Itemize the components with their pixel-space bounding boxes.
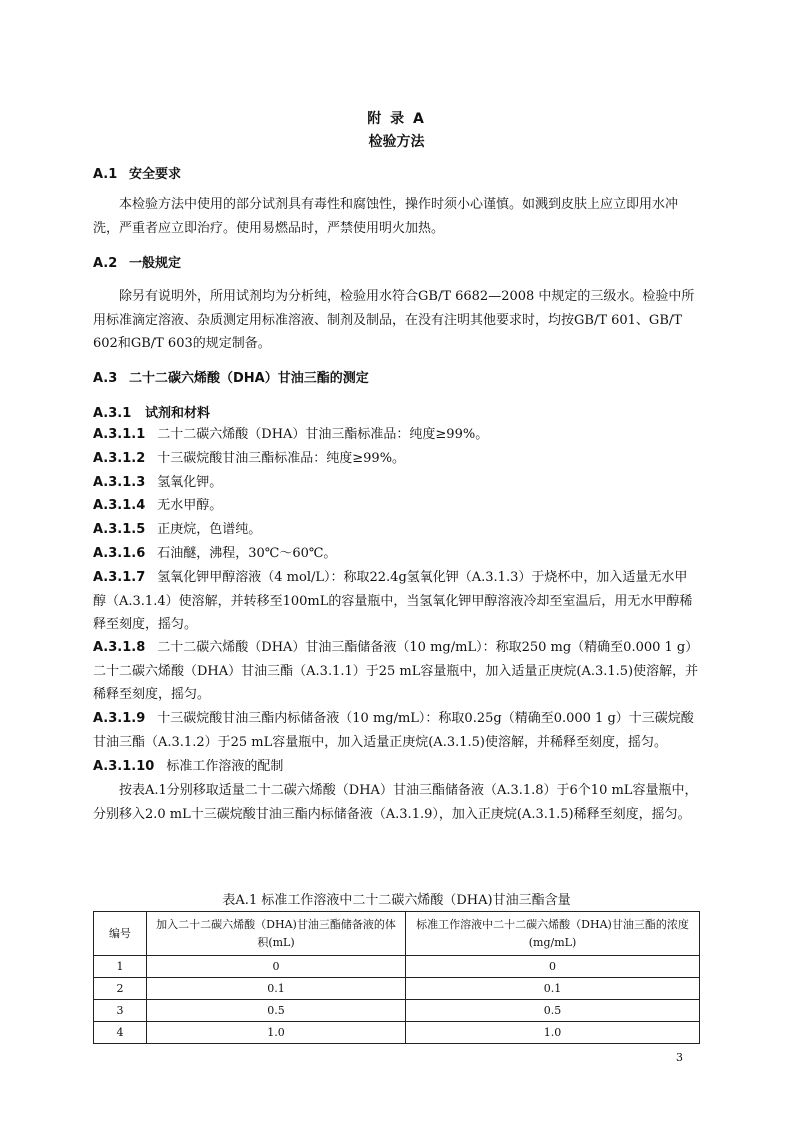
item-text: 十三碳烷酸甘油三酯内标储备液（10 mg/mL）：称取0.25g（精确至0.000 1 g）十三碳烷酸甘油三酯（A.3.1.2）于25 mL容量瓶中，加入适量正庚烷(A.3.1.5)使溶解，并稀释至刻度，摇匀。: [93, 711, 694, 750]
item-text: 氢氧化钾甲醇溶液（4 mol/L）：称取22.4g氢氧化钾（A.3.1.3）于烧杯中，加入适量无水甲醇（A.3.1.4）使溶解，并转移至100mL的容量瓶中，当氢氧化钾甲醇溶液冷却至室温后，用无水甲醇稀释至刻度，摇匀。: [93, 570, 693, 632]
section-number: A.1: [93, 167, 118, 182]
item-text: 十三碳烷酸甘油三酯标准品：纯度≥99%。: [157, 451, 406, 466]
table-row: [94, 956, 700, 978]
column-header: 标准工作溶液中二十二碳六烯酸（DHA)甘油三酯的浓度(mg/mL): [406, 912, 700, 956]
item-number: A.3.1.9: [93, 711, 146, 726]
table-cell: 1: [94, 956, 147, 978]
item-text: 氢氧化钾。: [157, 475, 223, 490]
column-header: 编号: [94, 912, 147, 956]
section-title: 试剂和材料: [145, 406, 211, 421]
list-item: [93, 542, 700, 566]
table-cell: 1.0: [406, 1022, 700, 1044]
item-number: A.3.1.1: [93, 427, 146, 442]
item-text: 标准工作溶液的配制: [166, 759, 284, 774]
paragraph-safety: 本检验方法中使用的部分试剂具有毒性和腐蚀性，操作时须小心谨慎。如溅到皮肤上应立即用水冲洗，严重者应立即治疗。使用易燃品时，严禁使用明火加热。: [93, 197, 679, 236]
column-header: 加入二十二碳六烯酸（DHA)甘油三酯储备液的体积(mL): [147, 912, 406, 956]
list-item: [93, 636, 700, 707]
table-row: [94, 978, 700, 1000]
table-cell: 0: [147, 956, 406, 978]
section-title: 一般规定: [129, 256, 182, 271]
item-number: A.3.1.7: [93, 570, 146, 585]
list-item: [93, 707, 700, 754]
item-number: A.3.1.6: [93, 546, 146, 561]
section-heading-a3: [93, 367, 369, 386]
section-heading-a31: [93, 402, 210, 421]
item-number: A.3.1.10: [93, 759, 155, 774]
table-row: [94, 1022, 700, 1044]
section-number: A.2: [93, 256, 118, 271]
table-caption: 表A.1 标准工作溶液中二十二碳六烯酸（DHA)甘油三酯含量: [222, 893, 571, 908]
item-number: A.3.1.5: [93, 522, 146, 537]
item-text: 二十二碳六烯酸（DHA）甘油三酯标准品：纯度≥99%。: [157, 427, 489, 442]
item-text: 二十二碳六烯酸（DHA）甘油三酯储备液（10 mg/mL）：称取250 mg（精确至0.000 1 g）二十二碳六烯酸（DHA）甘油三酯（A.3.1.1）于25 mL容量瓶中，加入适量正庚烷(A.3.1.5)使溶解，并稀释至刻度，摇匀。: [93, 640, 699, 702]
list-item: [93, 755, 700, 779]
table-cell: 0.5: [147, 1000, 406, 1022]
section-title: 安全要求: [129, 167, 182, 182]
section-heading-a1: [93, 163, 181, 182]
table-cell: 0.5: [406, 1000, 700, 1022]
paragraph-standard-solution: 按表A.1分别移取适量二十二碳六烯酸（DHA）甘油三酯储备液（A.3.1.8）于6个10 mL容量瓶中，分别移入2.0 mL十三碳烷酸甘油三酯内标储备液（A.3.1.9），加入正庚烷(A.3.1.5)稀释至刻度，摇匀。: [93, 783, 698, 822]
item-number: A.3.1.8: [93, 640, 146, 655]
list-item: [93, 471, 700, 495]
table-cell: 0: [406, 956, 700, 978]
section-number: A.3.1: [93, 406, 132, 421]
list-item: [93, 423, 700, 447]
table-row: [94, 1000, 700, 1022]
table-header-row: [94, 912, 700, 956]
paragraph-general: 除另有说明外，所用试剂均为分析纯，检验用水符合GB/T 6682—2008 中规定的三级水。检验中所用标准滴定溶液、杂质测定用标准溶液、制剂及制品，在没有注明其他要求时，均按GB/T 601、GB/T 602和GB/T 603的规定制备。: [93, 289, 695, 351]
section-number: A.3: [93, 371, 118, 386]
list-item: [93, 518, 700, 542]
appendix-label: 附 录 A: [367, 111, 426, 127]
item-text: 无水甲醇。: [157, 498, 223, 513]
table-cell: 2: [94, 978, 147, 1000]
item-text: 正庚烷，色谱纯。: [157, 522, 262, 537]
item-number: A.3.1.3: [93, 475, 146, 490]
page-number: 3: [676, 1051, 683, 1064]
table-cell: 4: [94, 1022, 147, 1044]
item-text: 石油醚，沸程，30℃～60℃。: [157, 546, 337, 561]
item-number: A.3.1.2: [93, 451, 146, 466]
appendix-title: 检验方法: [368, 134, 425, 150]
table-cell: 0.1: [406, 978, 700, 1000]
list-item: [93, 566, 700, 637]
data-table: [93, 911, 700, 1044]
section-heading-a2: [93, 252, 181, 271]
list-item: [93, 494, 700, 518]
section-title: 二十二碳六烯酸（DHA）甘油三酯的测定: [129, 371, 369, 386]
table-cell: 0.1: [147, 978, 406, 1000]
table-cell: 1.0: [147, 1022, 406, 1044]
item-number: A.3.1.4: [93, 498, 146, 513]
table-cell: 3: [94, 1000, 147, 1022]
list-item: [93, 447, 700, 471]
